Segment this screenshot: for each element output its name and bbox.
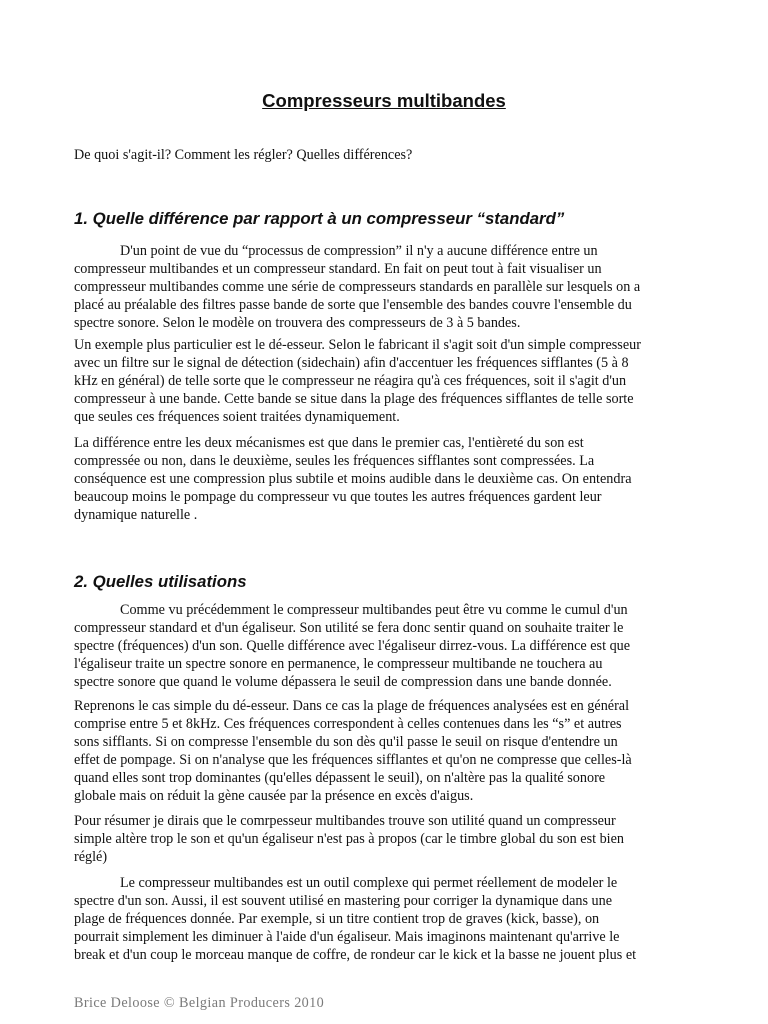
paragraph-line: Le compresseur multibandes est un outil complexe qui permet réellement de modeler le: [120, 875, 618, 891]
paragraph-line: spectre d'un son. Aussi, il est souvent utilisé en mastering pour corriger la dynamique dans une: [74, 893, 613, 909]
paragraph-line: break et d'un coup le morceau manque de coffre, de rondeur car le kick et la basse ne jouent plus et: [74, 947, 637, 963]
section-2-paragraph-1: [74, 601, 694, 691]
paragraph-line: compresseur à une bande. Cette bande se situe dans la plage des fréquences sifflantes de telle sorte: [74, 391, 634, 407]
paragraph-line: sons sifflants. Si on compresse l'ensemble du son dès qu'il passe le seuil on risque d'entendre un: [74, 734, 618, 750]
paragraph-line: comprise entre 5 et 8kHz. Ces fréquences correspondent à celles contenues dans les “s” et autres: [74, 716, 622, 732]
paragraph-line: globale mais on réduit la gène causée par la présence en excès d'aigus.: [74, 788, 474, 804]
section-2-heading: 2. Quelles utilisations: [74, 572, 247, 591]
page-footer: Brice Deloose © Belgian Producers 2010: [74, 995, 325, 1011]
section-1-paragraph-2: [74, 336, 694, 426]
paragraph-line: simple altère trop le son et qu'un égaliseur n'est pas à propos (car le timbre global du son est bien: [74, 831, 625, 847]
paragraph-line: La différence entre les deux mécanismes est que dans le premier cas, l'entièreté du son est: [74, 435, 584, 451]
paragraph-line: quand elles sont trop dominantes (qu'elles dépassent le seuil), on n'altère pas la qualité sonore: [74, 770, 606, 786]
section-1-paragraph-1: [74, 242, 694, 332]
paragraph-line: avec un filtre sur le signal de détection (sidechain) afin d'accentuer les fréquences sifflantes (5 à 8: [74, 355, 629, 371]
paragraph-line: compresseur multibandes comme une série de compresseurs standards en parallèle sur lesquels on a: [74, 279, 641, 295]
paragraph-line: Reprenons le cas simple du dé-esseur. Dans ce cas la plage de fréquences analysées est en général: [74, 698, 630, 714]
paragraph-line: spectre (fréquences) d'un son. Quelle différence avec l'égaliseur dirrez-vous. La différence est que: [74, 638, 631, 654]
paragraph-line: que seules ces fréquences soient traitées dynamiquement.: [74, 409, 400, 425]
paragraph-line: conséquence est une compression plus subtile et moins audible dans le deuxième cas. On entendra: [74, 471, 632, 487]
paragraph-line: compresseur standard et d'un égaliseur. Son utilité se fera donc sentir quand on souhaite traiter le: [74, 620, 624, 636]
paragraph-line: compresseur multibandes et un compresseur standard. En fait on peut tout à fait visualiser un: [74, 261, 602, 277]
paragraph-line: placé au préalable des filtres passe bande de sorte que l'ensemble des bandes couvre l'ensemble du: [74, 297, 632, 313]
paragraph-line: pourrait simplement les diminuer à l'aide d'un égaliseur. Mais imaginons maintenant qu'arrive le: [74, 929, 620, 945]
paragraph-line: kHz en général) de telle sorte que le compresseur ne réagira qu'à ces fréquences, soit il s'agit d'un: [74, 373, 627, 389]
paragraph-line: effet de pompage. Si on n'analyse que les fréquences sifflantes et qu'on ne compresse que celles-là: [74, 752, 632, 768]
paragraph-line: Comme vu précédemment le compresseur multibandes peut être vu comme le cumul d'un: [120, 602, 628, 618]
section-1-paragraph-3: [74, 434, 694, 524]
paragraph-line: spectre sonore. Selon le modèle on trouvera des compresseurs de 3 à 5 bandes.: [74, 315, 521, 331]
paragraph-line: dynamique naturelle .: [74, 507, 198, 523]
paragraph-line: spectre sonore que quand le volume dépassera le seuil de compression dans une bande donnée.: [74, 674, 612, 690]
paragraph-line: plage de fréquences donnée. Par exemple, si un titre contient trop de graves (kick, basse), on: [74, 911, 600, 927]
section-2-paragraph-4: [74, 874, 694, 964]
section-2-paragraph-3: [74, 812, 694, 866]
paragraph-line: Un exemple plus particulier est le dé-esseur. Selon le fabricant il s'agit soit d'un simple compresseur: [74, 337, 641, 353]
paragraph-line: compressée ou non, dans le deuxième, seules les fréquences sifflantes sont compressées. La: [74, 453, 595, 469]
section-2-paragraph-2: [74, 697, 694, 805]
paragraph-line: Pour résumer je dirais que le comrpesseur multibandes trouve son utilité quand un compresseur: [74, 813, 616, 829]
paragraph-line: beaucoup moins le pompage du compresseur vu que toutes les autres fréquences gardent leur: [74, 489, 602, 505]
page-title: Compresseurs multibandes: [262, 90, 506, 111]
document-subtitle: De quoi s'agit-il? Comment les régler? Quelles différences?: [74, 147, 413, 163]
paragraph-line: réglé): [74, 849, 108, 865]
paragraph-line: l'égaliseur traite un spectre sonore en permanence, le compresseur multibande ne touchera au: [74, 656, 603, 672]
section-1-heading: 1. Quelle différence par rapport à un compresseur “standard”: [74, 209, 565, 228]
paragraph-line: D'un point de vue du “processus de compression” il n'y a aucune différence entre un: [120, 243, 598, 259]
